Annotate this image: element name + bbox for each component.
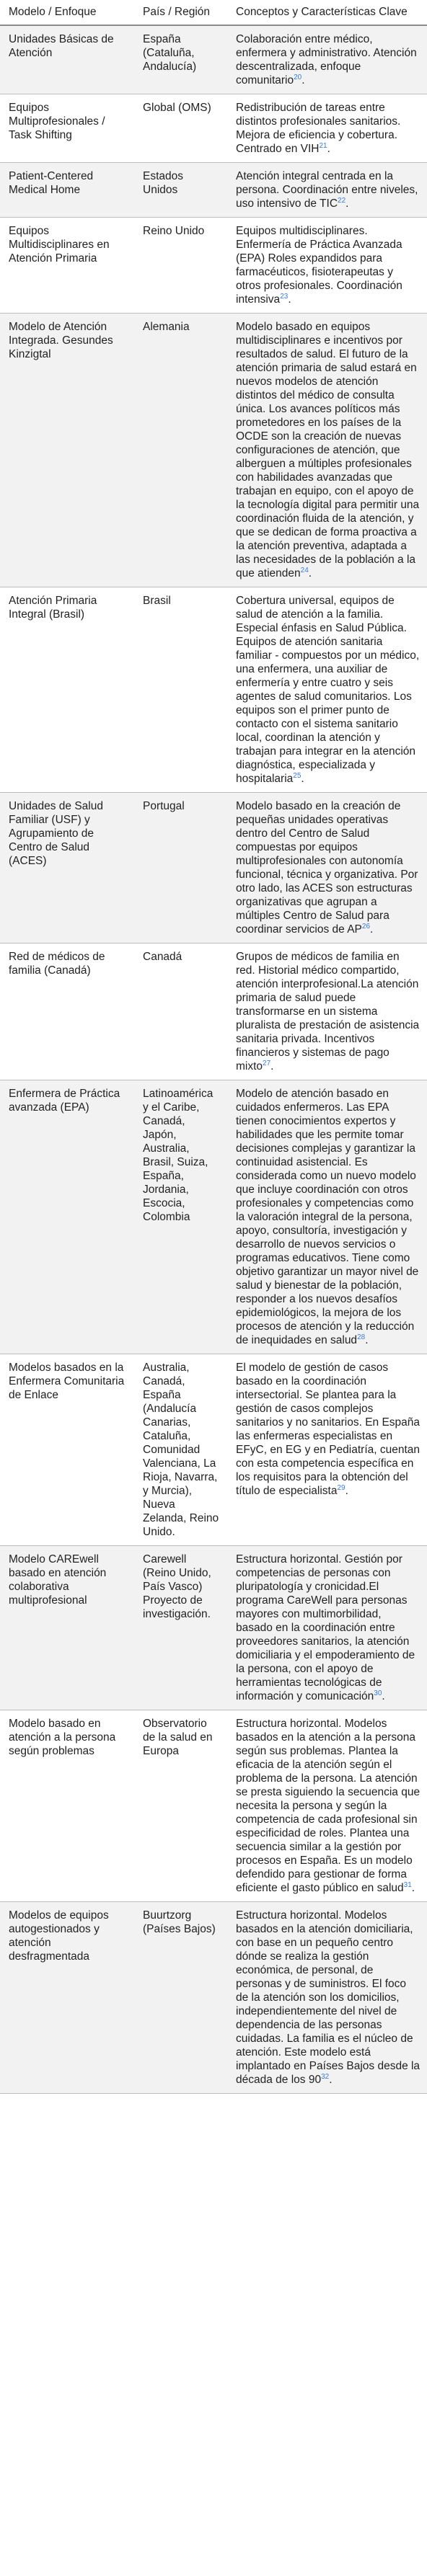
concepts-tail: . (370, 923, 374, 936)
concepts-cell (227, 1354, 427, 1546)
concepts-text: Estructura horizontal. Gestión por competencias de personas con pluripatología y cronicidad.El programa CareWell para personas mayores con multimorbilidad, basado en la coordinación entre proveedores sanitarios, la atención domiciliaria y el empoderamiento de la persona, con el apoyo de herramientas tecnológicas de información y comunicación (236, 1553, 415, 1702)
model-cell: Modelos basados en la Enfermera Comunitaria de Enlace (0, 1354, 134, 1546)
concepts-text: El modelo de gestión de casos basado en la coordinación intersectorial. Se plantea para la gestión de casos complejos sanitarios y no sanitarios. En España las enfermeras especialistas en EFyC, en EG y en Pediatría, cuentan con esta competencia específica en los requisitos para la obtención del título de especialista (236, 1362, 421, 1497)
reference-link[interactable]: 29 (337, 1483, 345, 1492)
reference-link[interactable]: 27 (263, 1059, 271, 1067)
region-cell: Brasil (134, 587, 227, 793)
concepts-cell (227, 25, 427, 94)
model-cell: Equipos Multidisciplinares en Atención Primaria (0, 218, 134, 314)
concepts-text: Estructura horizontal. Modelos basados en la atención a la persona según sus problemas. Plantea la eficacia de la atención según el problema de la persona. La atención se presta siguiendo la secuencia que necesita la persona y según la competencia de cada profesional sin especificidad de roles. Plantea una secuencia similar a la gestión por procesos en España. Es un modelo defendido para gestionar de forma eficiente el gasto público en salud (236, 1718, 421, 1894)
concepts-text: Redistribución de tareas entre distintos profesionales sanitarios. Mejora de eficiencia y cobertura. Centrado en VIH (236, 102, 401, 155)
model-cell: Modelo basado en atención a la persona según problemas (0, 1710, 134, 1902)
table-row (0, 1902, 427, 2094)
table-row (0, 1354, 427, 1546)
reference-link[interactable]: 24 (300, 566, 309, 574)
region-cell: Observatorio de la salud en Europa (134, 1710, 227, 1902)
region-cell: Estados Unidos (134, 163, 227, 218)
concepts-cell (227, 314, 427, 587)
concepts-tail: . (345, 1485, 348, 1497)
reference-link[interactable]: 32 (321, 2072, 330, 2081)
model-cell: Patient-Centered Medical Home (0, 163, 134, 218)
concepts-tail: . (345, 197, 349, 210)
concepts-cell (227, 94, 427, 163)
reference-link[interactable]: 20 (294, 73, 302, 81)
concepts-tail: . (329, 2074, 333, 2086)
model-cell: Modelo CAREwell basado en atención colaborativa multiprofesional (0, 1546, 134, 1710)
region-cell: Reino Unido (134, 218, 227, 314)
reference-link[interactable]: 26 (361, 922, 371, 931)
concepts-tail: . (301, 74, 305, 86)
concepts-tail: . (365, 1334, 369, 1346)
region-cell: Australia, Canadá, España (Andalucía Canarias, Cataluña, Comunidad Valenciana, La Rioja, Navarra, y Murcia), Nueva Zelanda, Reino Unido. (134, 1354, 227, 1546)
concepts-cell (227, 793, 427, 943)
table-row (0, 218, 427, 314)
model-cell: Equipos Multiprofesionales / Task Shifting (0, 94, 134, 163)
region-cell: Carewell (Reino Unido, País Vasco) Proyecto de investigación. (134, 1546, 227, 1710)
table-row (0, 943, 427, 1080)
model-cell: Unidades de Salud Familiar (USF) y Agrupamiento de Centro de Salud (ACES) (0, 793, 134, 943)
model-cell: Atención Primaria Integral (Brasil) (0, 587, 134, 793)
concepts-text: Modelo de atención basado en cuidados enfermeros. Las EPA tienen conocimientos expertos y habilidades que les permite tomar decisiones complejas y garantizar la continuidad asistencial. Es considerada como un nuevo modelo que incluye coordinación con otros profesionales y competencias como la valoración integral de la persona, apoyo, consultoría, investigación y desarrollo de nuevos servicios o programas educativos. Tiene como objetivo garantizar un mayor nivel de salud y bienestar de la población, responder a los nuevos desafíos epidemiológicos, la mejora de los procesos de atención y la reducción de inequidades en salud (236, 1088, 419, 1346)
region-cell: Portugal (134, 793, 227, 943)
concepts-tail: . (411, 1882, 415, 1894)
concepts-text: Modelo basado en la creación de pequeñas unidades operativas dentro del Centro de Salud compuestas por equipos multiprofesionales con autonomía funcional, técnica y organizativa. Por otro lado, las ACES son estructuras organizativas que agrupan a múltiples Centro de Salud para coordinar servicios de AP (236, 800, 418, 936)
concepts-text: Grupos de médicos de familia en red. Historial médico compartido, atención interprofesional.La atención primaria de salud puede transformarse en un sistema pluralista de prestación de asistencia sanitaria privada. Incentivos financieros y sistemas de pago mixto (236, 951, 420, 1072)
concepts-cell (227, 943, 427, 1080)
concepts-tail: . (288, 293, 291, 306)
table-header (0, 0, 427, 25)
reference-link[interactable]: 22 (338, 196, 346, 205)
region-cell: Global (OMS) (134, 94, 227, 163)
header-row (0, 0, 427, 25)
concepts-tail: . (308, 567, 312, 579)
region-cell: España (Cataluña, Andalucía) (134, 25, 227, 94)
reference-link[interactable]: 28 (357, 1333, 366, 1341)
header-concepts: Conceptos y Características Clave (227, 0, 427, 25)
model-cell: Red de médicos de familia (Canadá) (0, 943, 134, 1080)
table-row (0, 163, 427, 218)
concepts-cell (227, 218, 427, 314)
table-row (0, 1546, 427, 1710)
header-model: Modelo / Enfoque (0, 0, 134, 25)
concepts-tail: . (270, 1060, 274, 1072)
concepts-cell (227, 1710, 427, 1902)
table-row (0, 793, 427, 943)
concepts-tail: . (327, 143, 330, 155)
region-cell: Latinoamérica y el Caribe, Canadá, Japón, Australia, Brasil, Suiza, España, Jordania, Escocia, Colombia (134, 1080, 227, 1354)
reference-link[interactable]: 25 (293, 771, 301, 780)
region-cell: Canadá (134, 943, 227, 1080)
concepts-cell (227, 1080, 427, 1354)
model-cell: Modelo de Atención Integrada. Gesundes Kinzigtal (0, 314, 134, 587)
concepts-text: Equipos multidisciplinares. Enfermería de Práctica Avanzada (EPA) Roles expandidos para farmacéuticos, fisioterapeutas y otros profesionales. Coordinación intensiva (236, 225, 402, 306)
reference-link[interactable]: 31 (403, 1880, 412, 1889)
reference-link[interactable]: 30 (374, 1689, 382, 1697)
reference-link[interactable]: 21 (319, 141, 327, 150)
concepts-tail: . (301, 773, 304, 785)
table-row (0, 1080, 427, 1354)
concepts-text: Estructura horizontal. Modelos basados en la atención domiciliaria, con base en un pequeño centro dónde se realiza la gestión económica, de personal, de personas y de suministros. El foco de la atención son los domicilios, independientemente del nivel de dependencia de las personas cuidadas. La familia es el núcleo de atención. Este modelo está implantado en Países Bajos desde la década de los 90 (236, 1909, 421, 2086)
concepts-cell (227, 163, 427, 218)
model-cell: Modelos de equipos autogestionados y atención desfragmentada (0, 1902, 134, 2094)
reference-link[interactable]: 23 (280, 292, 289, 301)
table-body (0, 25, 427, 2094)
header-region: País / Región (134, 0, 227, 25)
concepts-cell (227, 587, 427, 793)
concepts-cell (227, 1902, 427, 2094)
region-cell: Buurtzorg (Países Bajos) (134, 1902, 227, 2094)
region-cell: Alemania (134, 314, 227, 587)
table-row (0, 1710, 427, 1902)
concepts-text: Modelo basado en equipos multidisciplinares e incentivos por resultados de salud. El futuro de la atención primaria de salud estará en nuevos modelos de atención distintos del médico de consulta única. Los avances políticos más prometedores en los países de la OCDE son la creación de nuevas configuraciones de atención, que alberguen a múltiples profesionales con habilidades avanzadas que trabajan en equipo, con el apoyo de la tecnología digital para permitir una coordinación fluida de la atención, y que se dedican de forma proactiva a la atención preventiva, adaptada a las necesidades de la población a la que atienden (236, 321, 420, 579)
model-cell: Unidades Básicas de Atención (0, 25, 134, 94)
table-row (0, 25, 427, 94)
concepts-text: Atención integral centrada en la persona. Coordinación entre niveles, uso intensivo de TIC (236, 170, 418, 210)
concepts-tail: . (382, 1690, 385, 1702)
concepts-text: Colaboración entre médico, enfermera y administrativo. Atención descentralizada, enfoque comunitario (236, 33, 417, 86)
table-row (0, 587, 427, 793)
model-cell: Enfermera de Práctica avanzada (EPA) (0, 1080, 134, 1354)
concepts-text: Cobertura universal, equipos de salud de atención a la familia. Especial énfasis en Salud Pública. Equipos de atención sanitaria familiar - compuestos por un médico, una enfermera, una auxiliar de enfermería y entre cuatro y seis agentes de salud comunitarios. Los equipos son el primer punto de contacto con el sistema sanitario local, coordinan la atención y trabajan para integrar en la atención diagnóstica, especializada y hospitalaria (236, 595, 420, 785)
table-row (0, 314, 427, 587)
concepts-cell (227, 1546, 427, 1710)
table-row (0, 94, 427, 163)
